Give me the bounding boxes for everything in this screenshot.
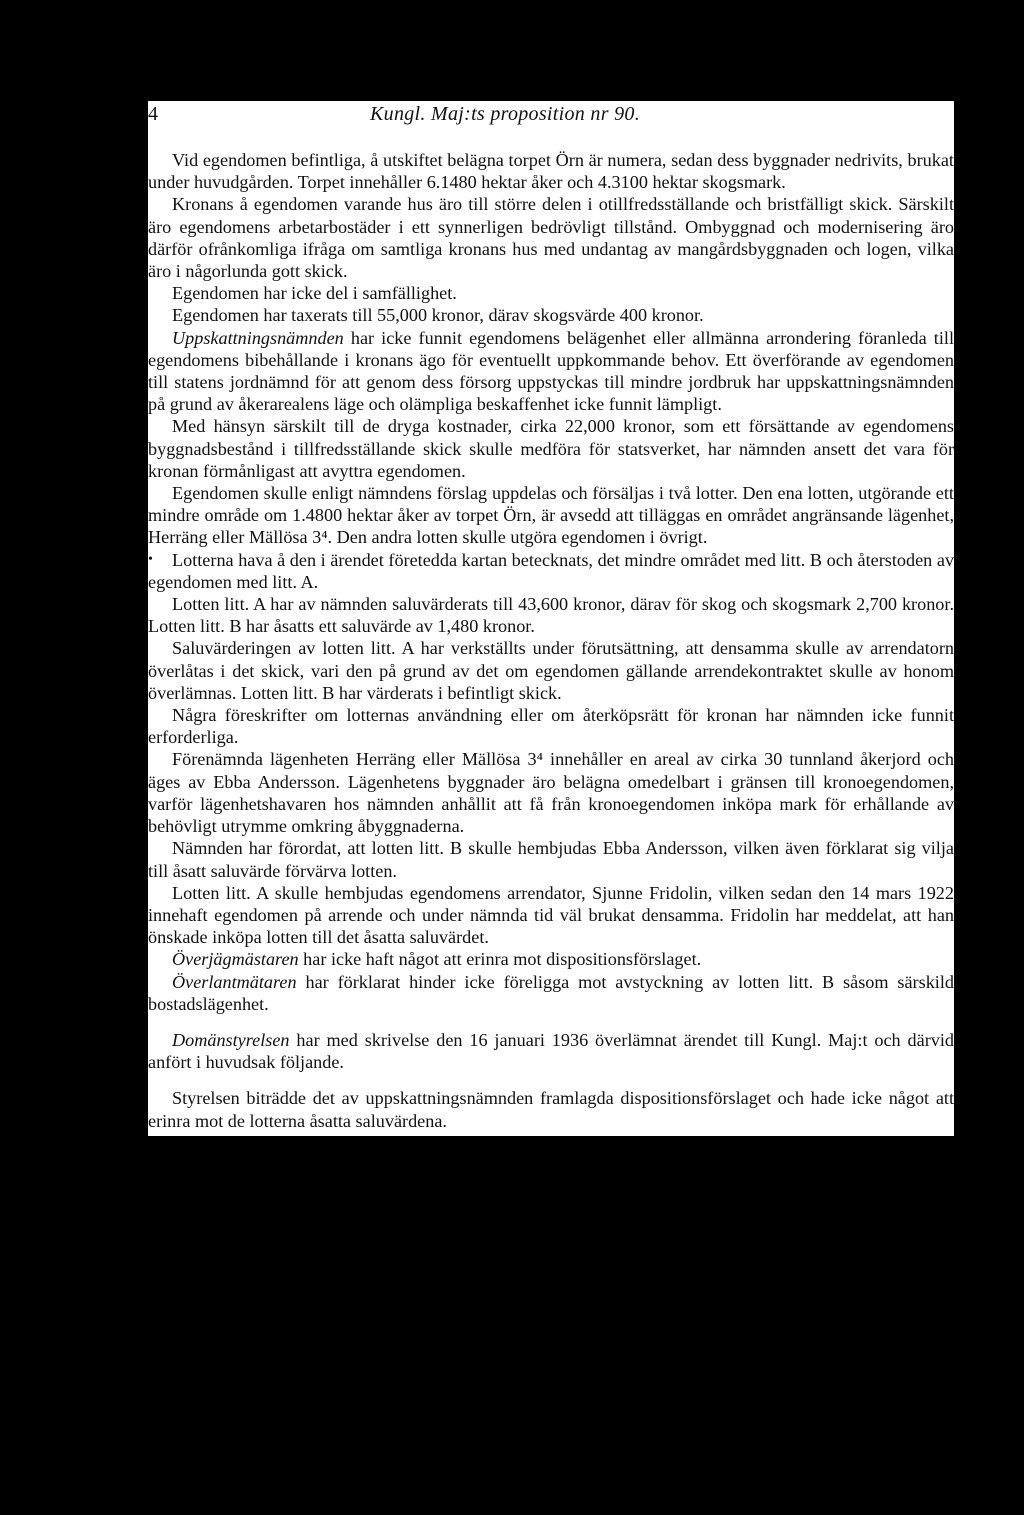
- paragraph-kostnader: Med hänsyn särskilt till de dryga kostnader, cirka 22,000 kronor, som ett försättande av egendomens byggnadsbestånd i tillfredsställande skick skulle medföra för statsverket, har nämnden ansett det vara för kronan förmånligast att avyttra egendomen.: [148, 416, 954, 481]
- margin-mark: •: [148, 551, 153, 567]
- lead-domanstyrelsen: Domänstyrelsen: [172, 1029, 290, 1050]
- body-kartan: Lotterna hava å den i ärendet företedda kartan betecknats, det mindre området med litt. B och återstoden av egendomen med litt. A.: [148, 549, 954, 592]
- paragraph-saluvarde: Lotten litt. A har av nämnden saluvärderats till 43,600 kronor, därav för skog och skogsmark 2,700 kronor. Lotten litt. B har åsatts ett saluvärde av 1,480 kronor.: [148, 594, 954, 637]
- paragraph-lott-a: Lotten litt. A skulle hembjudas egendomens arrendator, Sjunne Fridolin, vilken sedan den 14 mars 1922 innehaft egendomen på arrende och under nämnda tid väl brukat densamma. Fridolin har meddelat, att han önskade inköpa lotten till det åsatta saluvärdet.: [148, 882, 954, 948]
- paragraph-taxering: Egendomen har taxerats till 55,000 kronor, därav skogsvärde 400 kronor.: [172, 305, 704, 326]
- paragraph-lott-b: Nämnden har förordat, att lotten litt. B skulle hembjudas Ebba Andersson, vilken även förklarat sig vilja till åsatt saluvärde förvärva lotten.: [148, 838, 954, 881]
- paragraph-overlantmataren: [148, 971, 954, 1015]
- body-overjagmastaren: har icke haft något att erinra mot dispositionsförslaget.: [298, 949, 702, 970]
- paragraph-samfallighet: Egendomen har icke del i samfällighet.: [172, 283, 457, 304]
- page-number: 4: [148, 103, 158, 125]
- body-overlantmataren: har förklarat hinder icke föreligga mot avstyckning av lotten litt. B såsom särskild bostadslägenhet.: [148, 971, 954, 1014]
- paragraph-styrelsen: Styrelsen biträdde det av uppskattningsnämnden framlagda dispositionsförslaget och hade icke något att erinra mot de lotterna åsatta saluvärdena.: [148, 1088, 954, 1131]
- paragraph-torpet-orn: Vid egendomen befintliga, å utskiftet belägna torpet Örn är numera, sedan dess byggnader nedrivits, brukat under huvudgården. Torpet innehåller 6.1480 hektar åker och 4.3100 hektar skogsmark.: [148, 150, 954, 193]
- page-header: [148, 103, 954, 129]
- paragraph-herrang: Förenämnda lägenheten Herräng eller Mällösa 3⁴ innehåller en areal av cirka 30 tunnland åkerjord och äges av Ebba Andersson. Lägenhetens byggnader äro belägna omedelbart i gränsen till kronoegendomen, varför lägenhetshavaren hos nämnden anhållit att få från kronoegendomen inköpa mark för erhållande av behövligt utrymme omkring åbyggnaderna.: [148, 749, 954, 837]
- body-uppskattningsnamnden: har icke funnit egendomens belägenhet eller allmänna arrondering föranleda till egendomens bibehållande i kronans ägo för eventuellt uppkommande behov. Ett överförande av egendomen till statens jordnämnd för att genom dess försorg uppstyckas till mindre jordbruk har uppskattningsnämnden på grund av åkerarealens läge och olämpliga beskaffenhet icke funnit lämpligt.: [148, 327, 954, 415]
- running-head: Kungl. Maj:ts proposition nr 90.: [370, 103, 640, 125]
- lead-overjagmastaren: Överjägmästaren: [172, 949, 299, 970]
- paragraph-uppskattningsnamnden: [148, 327, 954, 416]
- body-domanstyrelsen: har med skrivelse den 16 januari 1936 överlämnat ärendet till Kungl. Maj:t och därvid anfört i huvudsak följande.: [148, 1029, 954, 1073]
- paragraph-overjagmastaren: [148, 948, 954, 970]
- page-content: [148, 101, 954, 1136]
- lead-overlantmataren: Överlantmätaren: [172, 971, 297, 992]
- paragraph-kartan: [148, 549, 954, 593]
- paragraph-lotter: Egendomen skulle enligt nämndens förslag uppdelas och försäljas i två lotter. Den ena lotten, utgörande ett mindre område om 1.4800 hektar åker av torpet Örn, är avsedd att tilläggas en området angränsande lägenhet, Herräng eller Mällösa 3⁴. Den andra lotten skulle utgöra egendomen i övrigt.: [148, 483, 954, 548]
- paragraph-foreskrifter: Några föreskrifter om lotternas användning eller om återköpsrätt för kronan har nämnden icke funnit erforderliga.: [148, 705, 954, 748]
- paragraph-kronans-hus: Kronans å egendomen varande hus äro till större delen i otillfredsställande och bristfälligt skick. Särskilt äro egendomens arbetarbostäder i ett synnerligen bedrövligt tillstånd. Ombyggnad och modernisering äro därför ofrånkomliga ifråga om samtliga kronans hus med undantag av mangårdsbyggnaden och logen, vilka äro i någorlunda gott skick.: [148, 194, 954, 282]
- lead-uppskattningsnamnden: Uppskattningsnämnden: [172, 327, 344, 348]
- paragraph-domanstyrelsen: [148, 1029, 954, 1073]
- paragraph-saluvardering: Saluvärderingen av lotten litt. A har verkställts under förutsättning, att densamma skulle av arrendatorn överlåtas i det skick, vari den på grund av det om egendomen gällande arrendekontraktet skulle av honom överlämnas. Lotten litt. B har värderats i befintligt skick.: [148, 638, 954, 703]
